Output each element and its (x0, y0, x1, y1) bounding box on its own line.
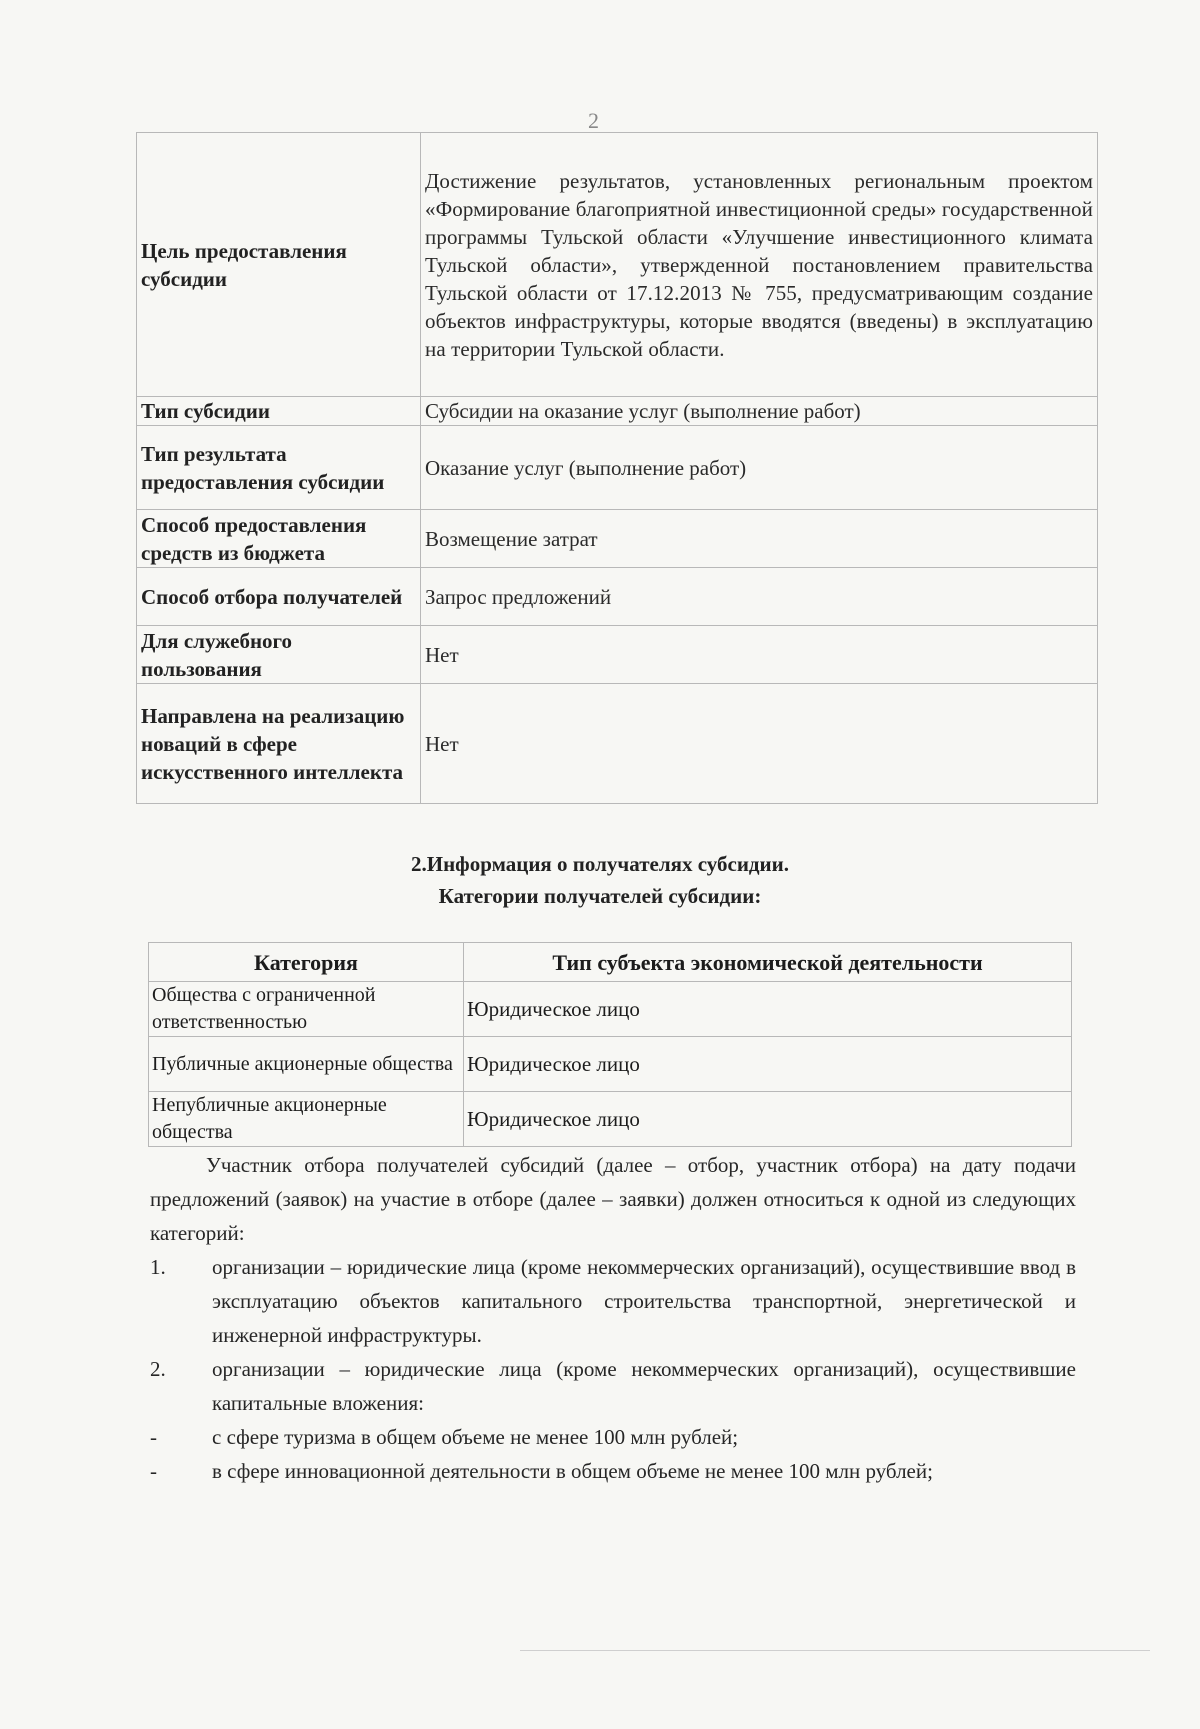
list-text: организации – юридические лица (кроме некоммерческих организаций), осуществившие ввод в эксплуатацию объектов капитального строительства транспортной, энергетической и инженерной инфраструктуры. (212, 1255, 1076, 1347)
intro-paragraph: Участник отбора получателей субсидий (далее – отбор, участник отбора) на дату подачи предложений (заявок) на участие в отборе (далее – заявки) должен относиться к одной из следующих категорий: (150, 1153, 1076, 1245)
list-item (150, 1420, 1076, 1454)
table-header-row (149, 943, 1072, 982)
category-cell: Публичные акционерные общества (149, 1037, 464, 1092)
list-marker: 1. (150, 1255, 166, 1279)
table-row (137, 684, 1098, 804)
list-marker: - (150, 1425, 157, 1449)
row-label: Способ предоставления средств из бюджета (137, 510, 421, 568)
category-cell: Общества с ограниченной ответственностью (149, 982, 464, 1037)
section-subtitle: Категории получателей субсидии: (438, 884, 762, 908)
list-text: организации – юридические лица (кроме некоммерческих организаций), осуществившие капитальные вложения: (212, 1357, 1076, 1415)
list-item (150, 1250, 1076, 1352)
scan-edge-line (520, 1650, 1150, 1651)
row-label: Для служебного пользования (137, 626, 421, 684)
table-row (137, 133, 1098, 397)
row-label: Тип результата предоставления субсидии (137, 426, 421, 510)
body-text (150, 1148, 1076, 1488)
list-marker: - (150, 1459, 157, 1483)
list-item (150, 1454, 1076, 1488)
row-value: Возмещение затрат (421, 510, 1098, 568)
column-header: Тип субъекта экономической деятельности (464, 943, 1072, 982)
column-header: Категория (149, 943, 464, 982)
table-row (149, 982, 1072, 1037)
row-value: Нет (421, 626, 1098, 684)
table-row (137, 568, 1098, 626)
list-text: в сфере инновационной деятельности в общем объеме не менее 100 млн рублей; (212, 1459, 933, 1483)
table-row (137, 510, 1098, 568)
section-title: 2.Информация о получателях субсидии. (411, 852, 789, 876)
entity-type-cell: Юридическое лицо (464, 1037, 1072, 1092)
row-value: Субсидии на оказание услуг (выполнение работ) (421, 397, 1098, 426)
entity-type-cell: Юридическое лицо (464, 1092, 1072, 1147)
subsidy-info-table (136, 132, 1098, 804)
row-value: Достижение результатов, установленных региональным проектом «Формирование благоприятной инвестиционной среды» государственной программы Тульской области «Улучшение инвестиционного климата Тульской области», утвержденной постановлением правительства Тульской области от 17.12.2013 № 755, предусматривающим создание объектов инфраструктуры, которые вводятся (введены) в эксплуатацию на территории Тульской области. (421, 133, 1098, 397)
row-label: Направлена на реализацию новаций в сфере искусственного интеллекта (137, 684, 421, 804)
list-marker: 2. (150, 1357, 166, 1381)
page-number: 2 (588, 108, 600, 133)
table-row (149, 1092, 1072, 1147)
list-item (150, 1352, 1076, 1420)
row-value: Оказание услуг (выполнение работ) (421, 426, 1098, 510)
row-label: Способ отбора получателей (137, 568, 421, 626)
table-row (137, 426, 1098, 510)
entity-type-cell: Юридическое лицо (464, 982, 1072, 1037)
row-label: Тип субсидии (137, 397, 421, 426)
category-cell: Непубличные акционерные общества (149, 1092, 464, 1147)
table-row (137, 397, 1098, 426)
recipient-categories-table (148, 942, 1072, 1147)
table-row (149, 1037, 1072, 1092)
table-row (137, 626, 1098, 684)
row-label: Цель предоставления субсидии (137, 133, 421, 397)
list-text: с сфере туризма в общем объеме не менее 100 млн рублей; (212, 1425, 739, 1449)
row-value: Нет (421, 684, 1098, 804)
row-value: Запрос предложений (421, 568, 1098, 626)
